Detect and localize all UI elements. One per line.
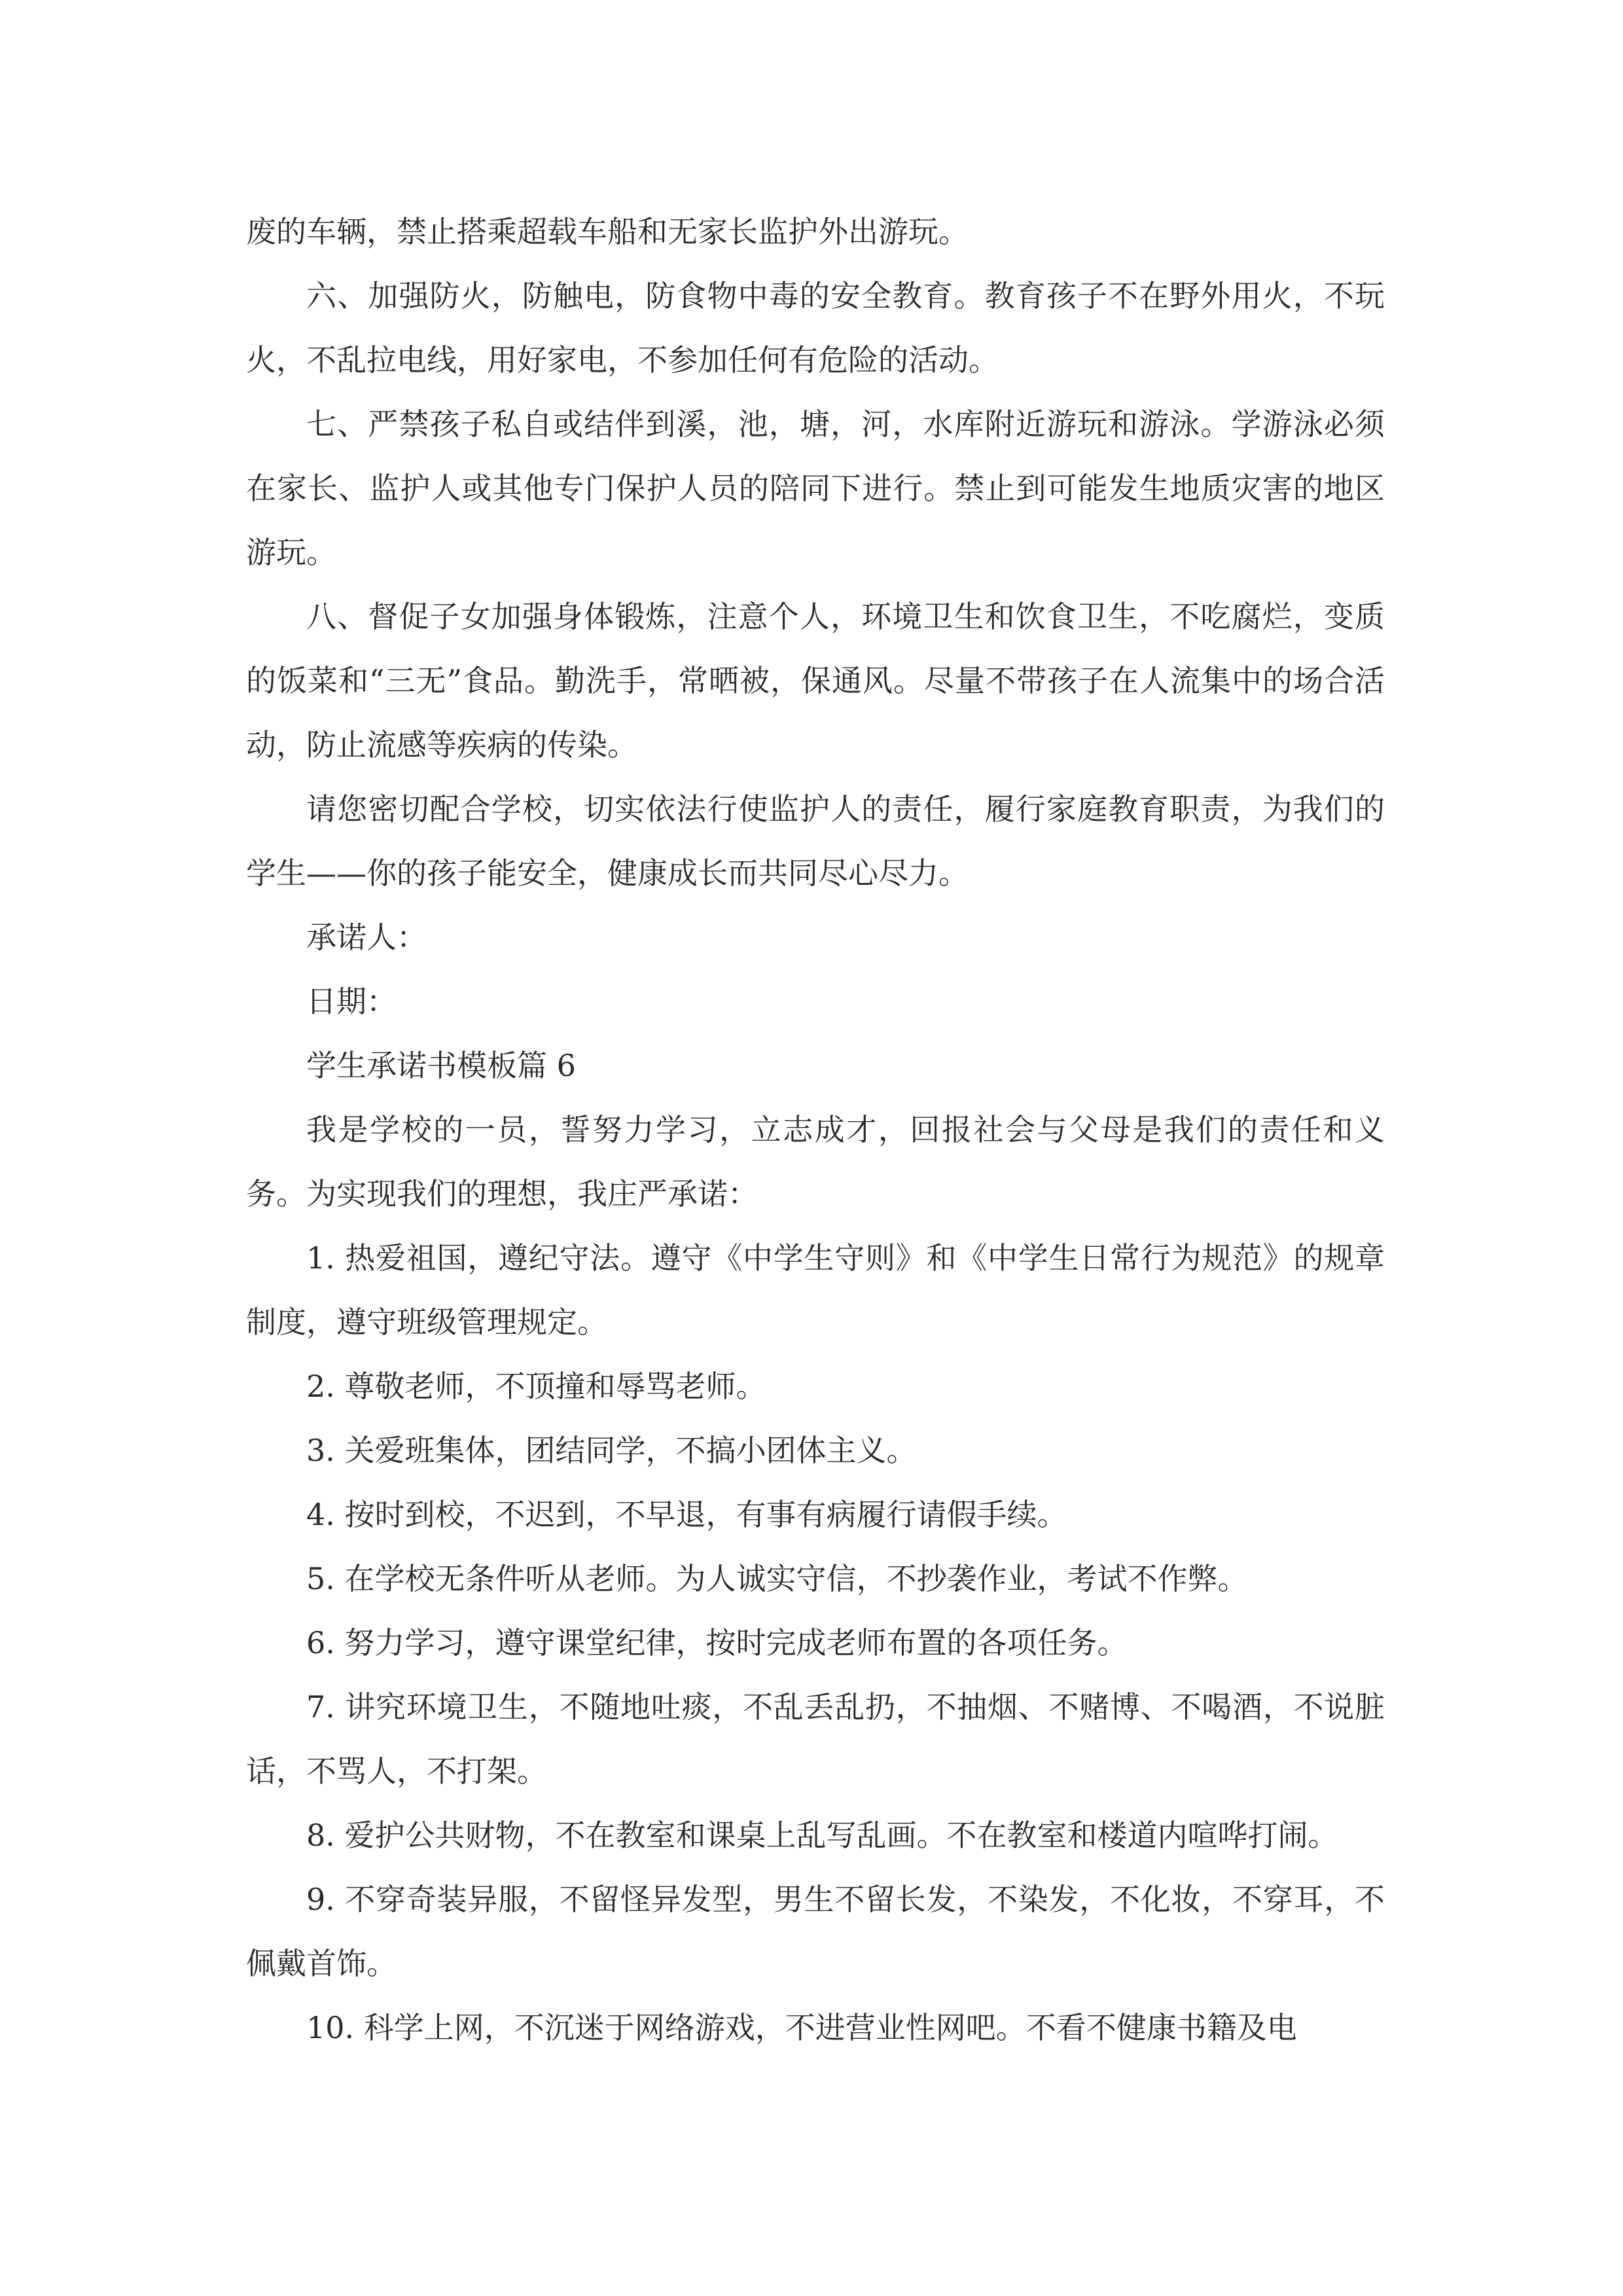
list-item-3: 3. 关爱班集体，团结同学，不搞小团体主义。 xyxy=(306,1433,917,1468)
paragraph-item-seven: 七、严禁孩子私自或结伴到溪，池，塘，河，水库附近游玩和游泳。学游泳必须在家长、监护人或其他专门保护人员的陪同下进行。禁止到可能发生地质灾害的地区游玩。 xyxy=(246,406,1385,570)
list-item-5: 5. 在学校无条件听从老师。为人诚实守信，不抄袭作业，考试不作弊。 xyxy=(306,1561,1248,1596)
list-item-7: 7. 讲究环境卫生，不随地吐痰，不乱丢乱扔，不抽烟、不赌博、不喝酒，不说脏话，不骂人，不打架。 xyxy=(246,1689,1385,1789)
paragraph-continued: 废的车辆，禁止搭乘超载车船和无家长监护外出游玩。 xyxy=(246,214,969,249)
list-item-2: 2. 尊敬老师，不顶撞和辱骂老师。 xyxy=(306,1369,766,1404)
date-label: 日期： xyxy=(306,984,397,1019)
list-item-4: 4. 按时到校，不迟到，不早退，有事有病履行请假手续。 xyxy=(306,1497,1067,1532)
paragraph-item-six: 六、加强防火，防触电，防食物中毒的安全教育。教育孩子不在野外用火，不玩火，不乱拉电线，用好家电，不参加任何有危险的活动。 xyxy=(246,278,1385,378)
paragraph-request: 请您密切配合学校，切实依法行使监护人的责任，履行家庭教育职责，为我们的学生——你的孩子能安全，健康成长而共同尽心尽力。 xyxy=(246,791,1385,891)
section-title: 学生承诺书模板篇 6 xyxy=(306,1048,576,1083)
paragraph-item-eight: 八、督促子女加强身体锻炼，注意个人，环境卫生和饮食卫生，不吃腐烂，变质的饭菜和“三无”食品。勤洗手，常晒被，保通风。尽量不带孩子在人流集中的场合活动，防止流感等疾病的传染。 xyxy=(246,599,1385,762)
list-item-6: 6. 努力学习，遵守课堂纪律，按时完成老师布置的各项任务。 xyxy=(306,1625,1128,1660)
list-item-10: 10. 科学上网，不沉迷于网络游戏，不进营业性网吧。不看不健康书籍及电 xyxy=(306,2010,1297,2045)
promisor-label: 承诺人： xyxy=(306,920,427,955)
list-item-1: 1. 热爱祖国，遵纪守法。遵守《中学生守则》和《中学生日常行为规范》的规章制度，遵守班级管理规定。 xyxy=(246,1240,1385,1340)
list-item-8: 8. 爱护公共财物，不在教室和课桌上乱写乱画。不在教室和楼道内喧哗打闹。 xyxy=(306,1818,1338,1853)
document-body xyxy=(246,200,1385,2060)
list-item-9: 9. 不穿奇装异服，不留怪异发型，男生不留长发，不染发，不化妆，不穿耳，不佩戴首饰。 xyxy=(246,1882,1385,1981)
paragraph-intro: 我是学校的一员，誓努力学习，立志成才，回报社会与父母是我们的责任和义务。为实现我们的理想，我庄严承诺： xyxy=(246,1112,1385,1211)
